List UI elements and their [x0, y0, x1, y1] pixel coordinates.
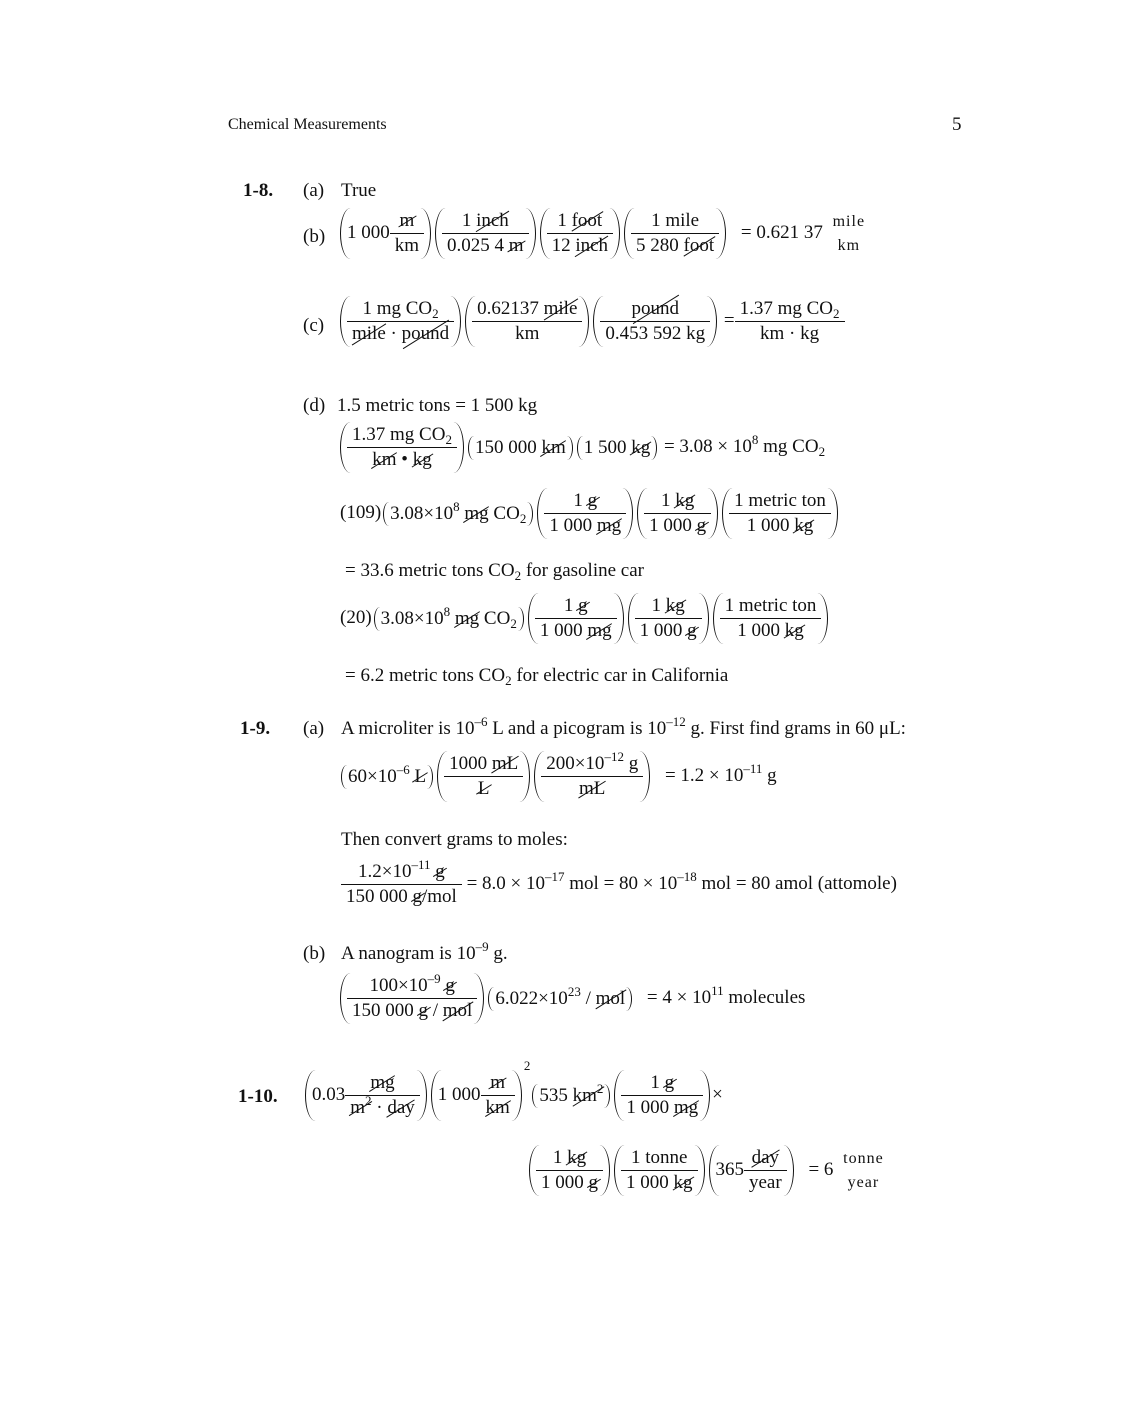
equation-1-9a: $60\times 10^{-6}$ L $\frac{1000 mL}{L}$ $\frac{200\times 10^{-12} g}{mL}$ = $1.2 \times 10^{-11}$ g [339, 751, 777, 802]
equation-1-8d-line2: (109) $3.08\times 10^8$ mg $CO_2$ $\frac{1 g}{1 000 mg}$ $\frac{1 kg}{1 000 g}$ $\frac{\text{1 metric ton}}{1 000 kg}$ [340, 488, 840, 539]
factor: $\frac{1000 mL}{L}$ [437, 751, 530, 802]
factor: $\frac{100\times 10^{-9} g}{\text{150 000 g / mol}}$ [340, 973, 484, 1024]
part-label-1-9b: (b) [303, 943, 326, 964]
problem-number-1-10: 1-10. [238, 1086, 278, 1107]
factor: $\frac{1 kg}{1 000 g}$ [628, 593, 709, 644]
text-then-convert: Then convert grams to moles: [341, 829, 568, 850]
intro-1-9a: A microliter is $10^{-6}$ L and a picogram is $10^{-12}$ g. First find grams in 60 μL: [341, 714, 906, 739]
part-label-1-9a: (a) [303, 718, 325, 739]
page-number: 5 [952, 114, 962, 135]
part-label-1-8a: (a) [303, 180, 325, 201]
factor: $\frac{\text{1 mile}}{\text{5 280 foot}}$ [624, 208, 726, 259]
equation-1-10-line2: $\frac{1 kg}{1 000 g}$ $\frac{\text{1 tonne}}{1 000 kg}$ 365 $\frac{\text{day}}{\text{year}}$ = 6 tonne year [527, 1145, 889, 1196]
factor: $\frac{1 g}{1 000 mg}$ [528, 593, 624, 644]
factor: 1 000 $\frac{m}{km}$ [340, 208, 431, 259]
problem-number-1-9: 1-9. [240, 718, 271, 739]
factor: 535 $km^2$ [532, 1084, 610, 1108]
factor: $\frac{\text{1 tonne}}{1 000 kg}$ [614, 1145, 705, 1196]
factor: 150 000 km [468, 436, 573, 460]
factor: $\frac{\text{0.62137 mile}}{km}$ [465, 296, 589, 347]
result-1-8d-electric: = 6.2 metric tons $CO_2$ for electric car in California [345, 665, 729, 688]
equation-1-10-line1: 0.03 $\frac{mg}{m^2 \cdot day}$ 1 000 $\frac{m}{km}$ $^2$535 $km^2$ $\frac{1 g}{1 000 mg}$ × [303, 1066, 723, 1121]
factor: $\frac{\text{1 metric ton}}{1 000 kg}$ [722, 488, 838, 539]
factor: $\frac{1 mg CO_2}{\text{mile · pound}}$ [340, 296, 461, 347]
result-1-8d-gasoline: = 33.6 metric tons $CO_2$ for gasoline car [345, 560, 644, 583]
factor: $\frac{\text{1 inch}}{0.025 4 m}$ [435, 208, 536, 259]
factor: $\frac{1 g}{1 000 mg}$ [537, 488, 633, 539]
equation-1-8c: $\frac{1 mg CO_2}{\text{mile · pound}}$ $\frac{\text{0.62137 mile}}{km}$ $\frac{\text{pound}}{0.453 592 kg}$ = $\frac{1.37 mg CO_2}{km \cdot kg}$ [338, 296, 845, 347]
part-label-1-8d: (d) [303, 395, 326, 416]
factor: $6.022\times 10^{23}$ / mol [488, 987, 632, 1011]
factor: 1 500 kg [577, 436, 658, 460]
intro-1-8d: 1.5 metric tons = 1 500 kg [337, 395, 538, 416]
factor: $3.08\times 10^8$ mg $CO_2$ [374, 607, 524, 631]
running-header: Chemical Measurements [228, 116, 387, 133]
factor: $\frac{\text{1 metric ton}}{1 000 kg}$ [713, 593, 829, 644]
intro-1-9b: A nanogram is $10^{-9}$ g. [341, 939, 508, 964]
answer-1-8a: True [341, 180, 377, 201]
equation-1-8d-line3: (20) $3.08\times 10^8$ mg $CO_2$ $\frac{1 g}{1 000 mg}$ $\frac{1 kg}{1 000 g}$ $\frac{\text{1 metric ton}}{1 000 kg}$ [340, 593, 830, 644]
equation-1-8d-line1: $\frac{1.37 mg CO_2}{km • kg}$ 150 000 km 1 500 kg = $3.08 \times 10^8$ mg $CO_2$ [338, 422, 825, 473]
factor: $\frac{200\times 10^{-12} g}{mL}$ [534, 751, 650, 802]
part-label-1-8c: (c) [303, 315, 325, 336]
factor: $\frac{1 kg}{1 000 g}$ [529, 1145, 610, 1196]
factor: $\frac{\text{pound}}{0.453 592 kg}$ [593, 296, 717, 347]
part-label-1-8b: (b) [303, 226, 326, 247]
problem-number-1-8: 1-8. [243, 180, 274, 201]
factor: $3.08\times 10^8$ mg $CO_2$ [383, 502, 533, 526]
factor: $\frac{1 g}{1 000 mg}$ [614, 1070, 710, 1121]
equation-1-9b: $\frac{100\times 10^{-9} g}{\text{150 000 g / mol}}$ $6.022\times 10^{23}$ / mol = $4 \times 10^{11}$ molecules [338, 973, 805, 1024]
factor: $60\times 10^{-6}$ L [341, 765, 433, 789]
factor: $\frac{1.37 mg CO_2}{km • kg}$ [340, 422, 464, 473]
equation-1-8b: 1 000 $\frac{m}{km}$ $\frac{\text{1 inch}}{0.025 4 m}$ $\frac{\text{1 foot}}{\text{12 inch}}$ $\frac{\text{1 mile}}{\text{5 280 foot}}$ = 0.621 37 mile km [338, 208, 870, 259]
factor: $\frac{\text{1 foot}}{\text{12 inch}}$ [540, 208, 620, 259]
factor: 365 $\frac{\text{day}}{\text{year}}$ [709, 1145, 794, 1196]
factor: $\frac{1 kg}{1 000 g}$ [637, 488, 718, 539]
equation-1-9a-moles: $\frac{1.2\times 10^{-11} g}{\text{150 000 g/mol}}$ = $8.0 \times 10^{-17}$ mol = $80 \times 10^{-18}$ mol = 80 amol (attomole) [341, 860, 897, 909]
factor: 1 000 $\frac{m}{km}$ [431, 1070, 522, 1121]
factor: 0.03 $\frac{mg}{m^2 \cdot day}$ [305, 1070, 427, 1121]
